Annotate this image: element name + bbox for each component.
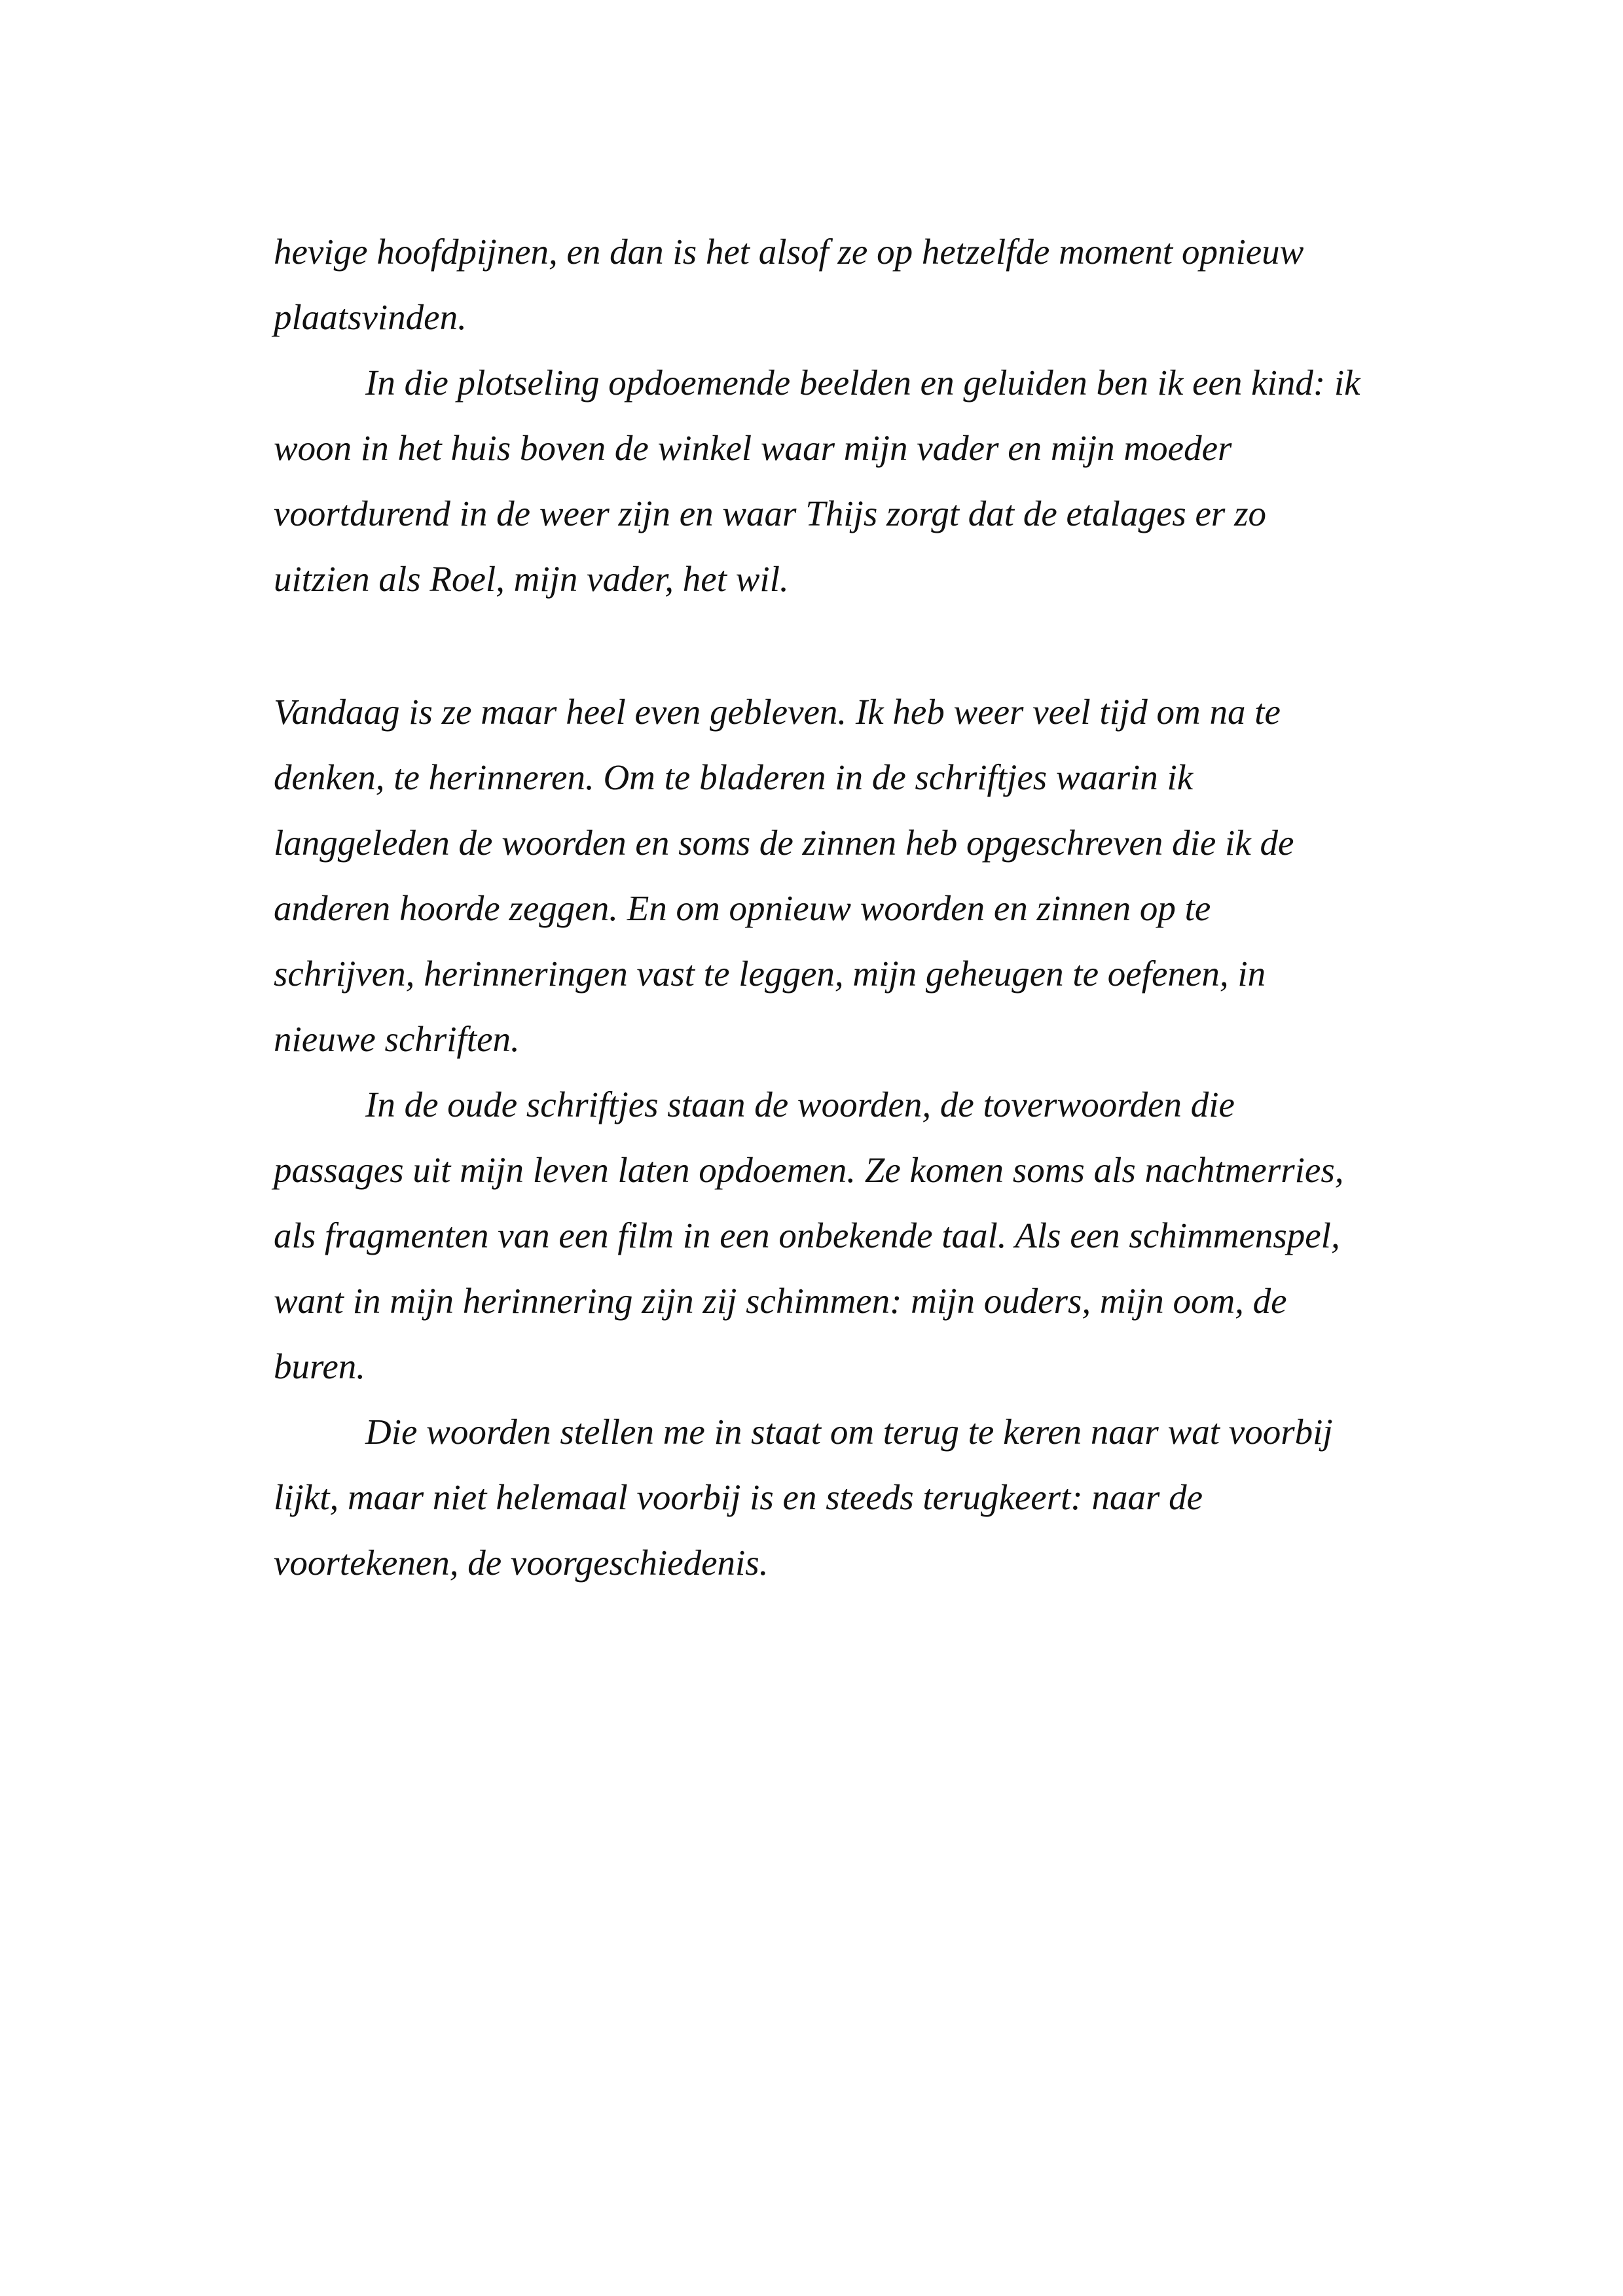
text-section-2 bbox=[274, 679, 1360, 1596]
paragraph-today: Vandaag is ze maar heel even gebleven. Ik heb weer veel tijd om na te denken, te herinneren. Om te bladeren in de schriftjes waarin ik langgeleden de woorden en soms de zinnen heb opgeschreven die ik de anderen hoorde zeggen. En om opnieuw woorden en zinnen op te schrijven, herinneringen vast te leggen, mijn geheugen te oefenen, in nieuwe schriften. bbox=[274, 692, 1294, 1059]
paragraph-continuation: hevige hoofdpijnen, en dan is het alsof ze op hetzelfde moment opnieuw plaatsvinden. bbox=[274, 232, 1304, 337]
paragraph-childhood-memory: In die plotseling opdoemende beelden en geluiden ben ik een kind: ik woon in het huis boven de winkel waar mijn vader en mijn moeder voortdurend in de weer zijn en waar Thijs zorgt dat de etalages er zo uitzien als Roel, mijn vader, het wil. bbox=[274, 363, 1360, 599]
paragraph-words-return: Die woorden stellen me in staat om terug te keren naar wat voorbij lijkt, maar niet helemaal voorbij is en steeds terugkeert: naar de voortekenen, de voorgeschiedenis. bbox=[274, 1412, 1333, 1583]
paragraph-old-notebooks: In de oude schriftjes staan de woorden, de toverwoorden die passages uit mijn leven laten opdoemen. Ze komen soms als nachtmerries, als fragmenten van een film in een onbekende taal. Als een schimmenspel, want in mijn herinnering zijn zij schimmen: mijn ouders, mijn oom, de buren. bbox=[274, 1085, 1344, 1386]
text-section-1 bbox=[274, 219, 1360, 612]
